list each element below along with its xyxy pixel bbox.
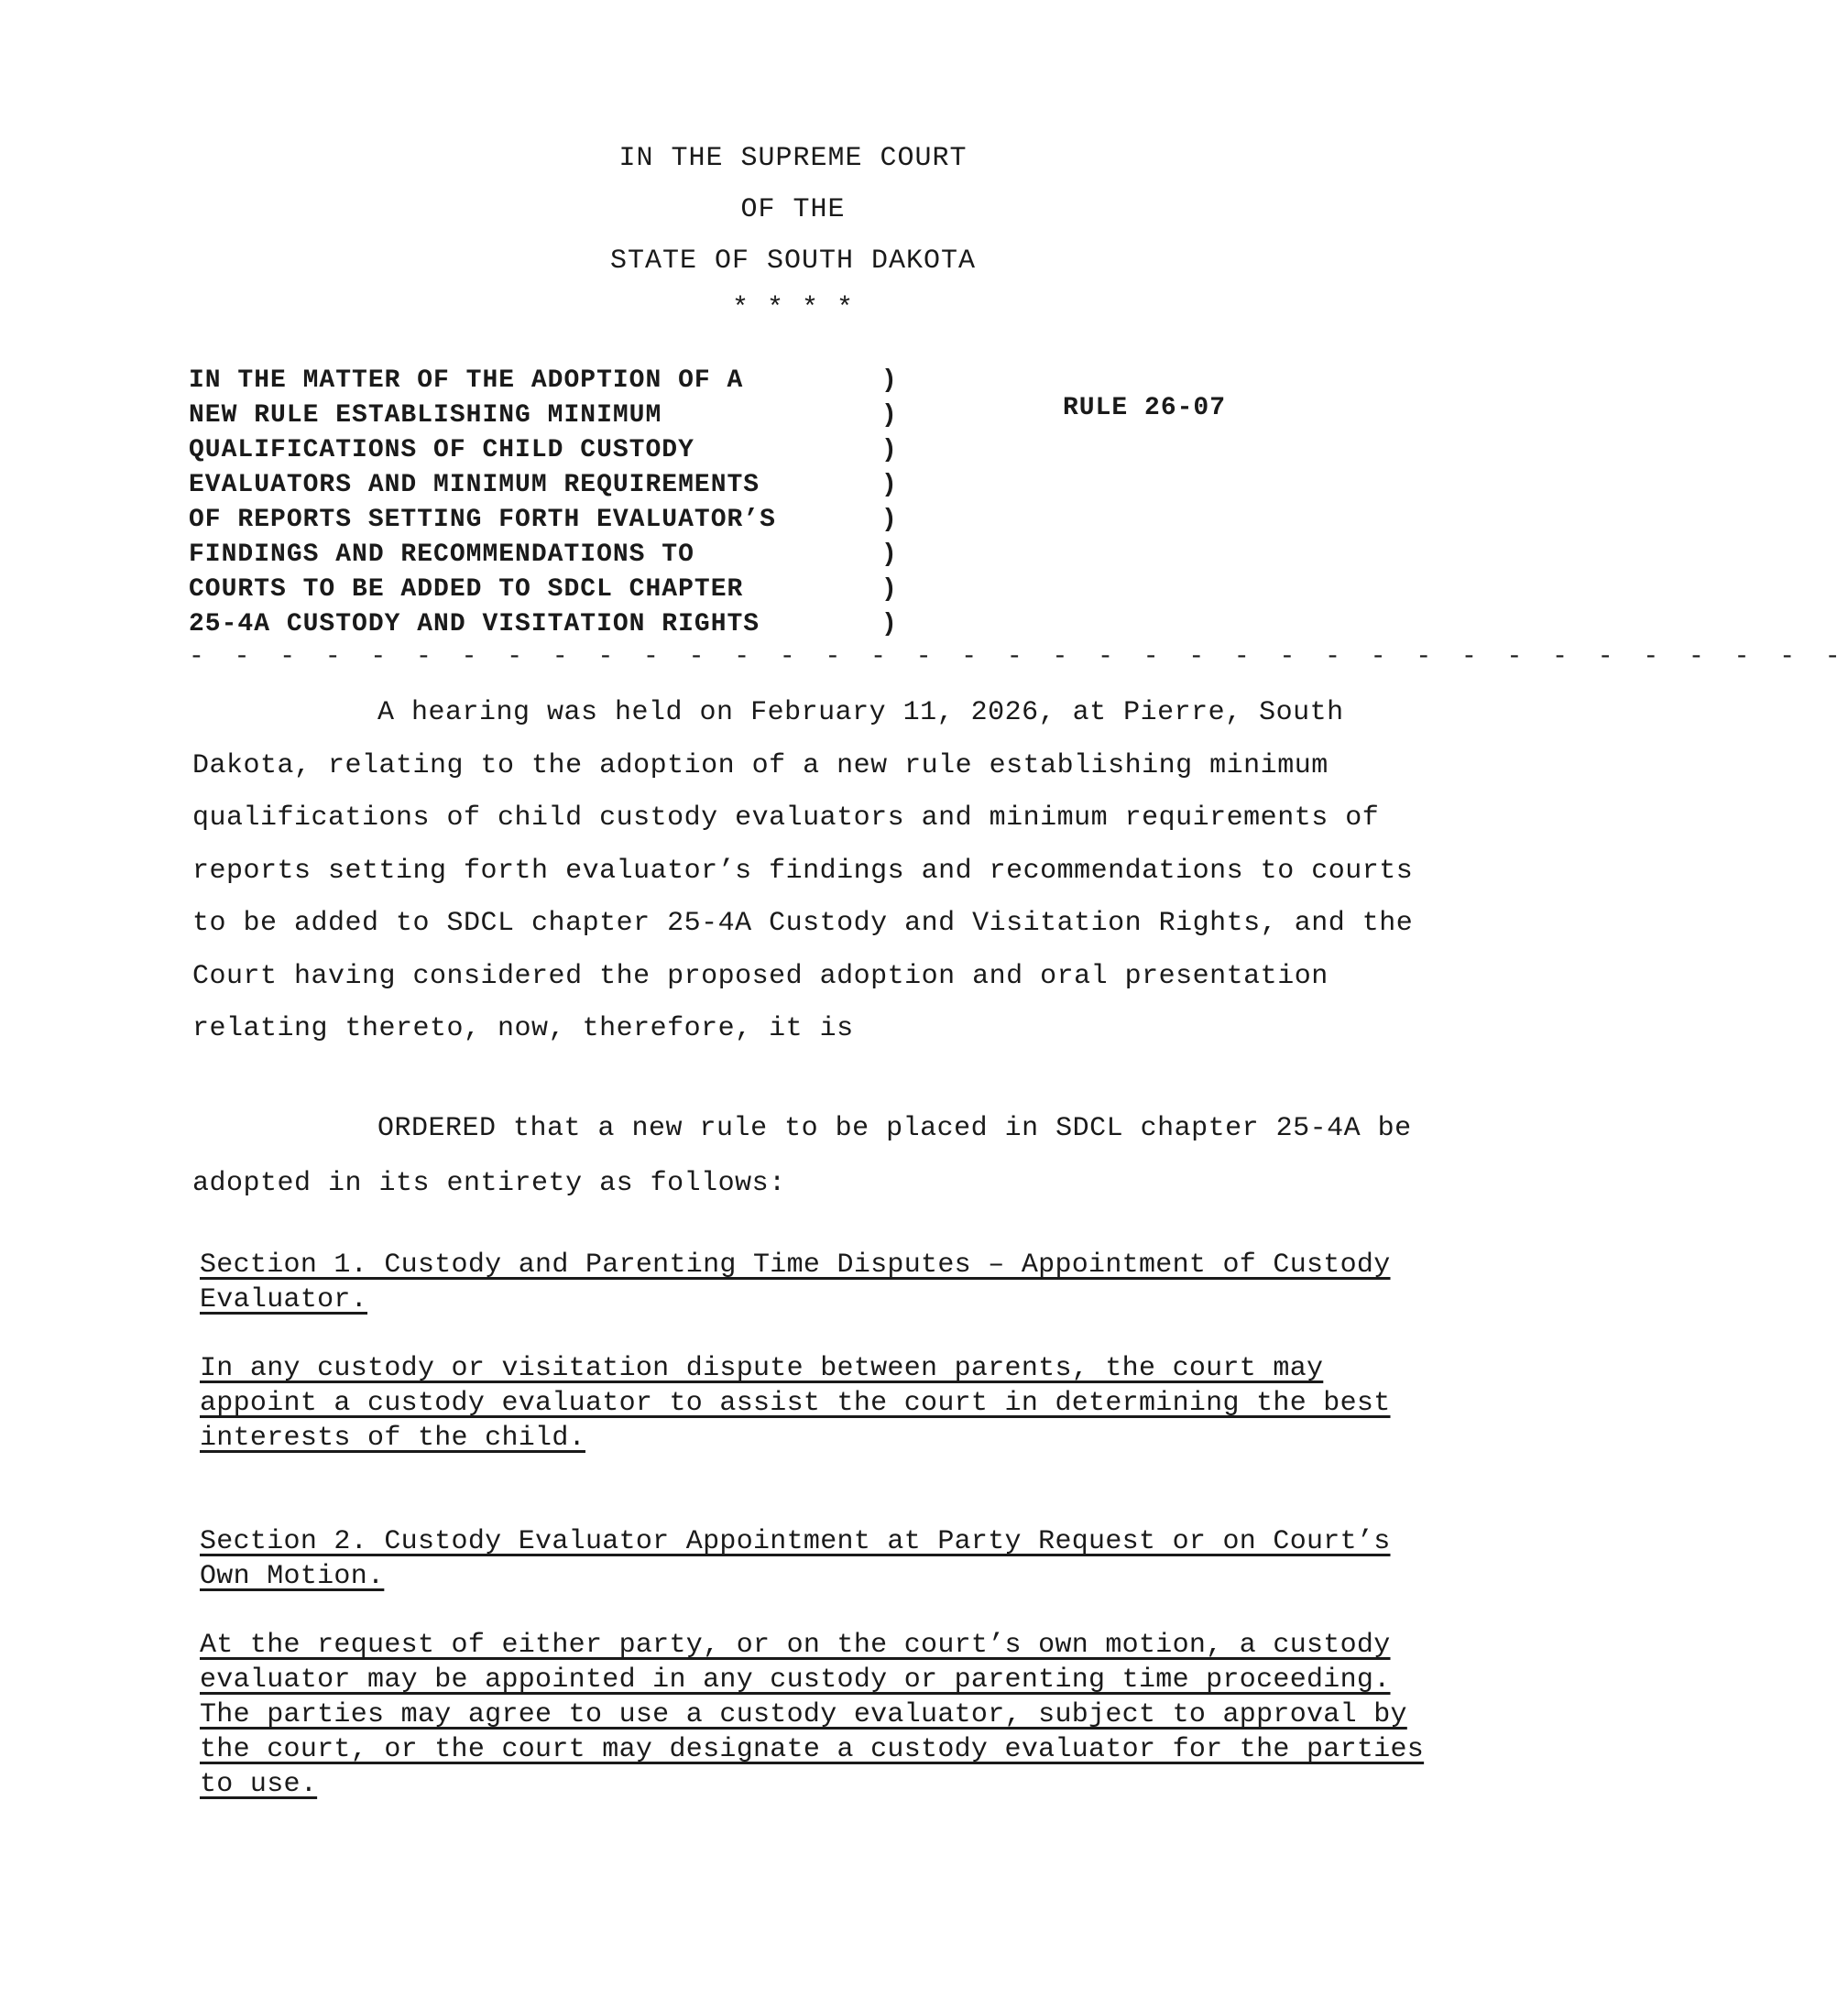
paren: ): [881, 366, 897, 395]
ordered-paragraph: ORDERED that a new rule to be placed in SDCL chapter 25-4A be adopted in its entirety as follows:: [192, 1113, 1412, 1199]
section-heading-text: Section 2. Custody Evaluator Appointment at Party Request or on Court’s Own Motion.: [200, 1526, 1391, 1592]
caption-line: QUALIFICATIONS OF CHILD CUSTODY: [189, 436, 694, 464]
caption-line: COURTS TO BE ADDED TO SDCL CHAPTER: [189, 575, 744, 604]
order-body: [192, 687, 1438, 1056]
paren: ): [881, 506, 897, 534]
section-1-text: [200, 1351, 1446, 1456]
section-body-text: In any custody or visitation dispute between parents, the court may appoint a custody evaluator to assist the court in determining the best interests of the child.: [200, 1353, 1391, 1454]
paren: ): [881, 471, 897, 499]
hearing-paragraph: A hearing was held on February 11, 2026, at Pierre, South Dakota, relating to the adoption of a new rule establishing minimum qualifications of child custody evaluators and minimum requirements of reports setting forth evaluator’s findings and recommendations to courts to be added to SDCL chapter 25-4A Custody and Visitation Rights, and the Court having considered the proposed adoption and oral presentation relating thereto, now, therefore, it is: [192, 697, 1414, 1044]
paren: ): [881, 610, 897, 638]
section-body-text: At the request of either party, or on the court’s own motion, a custody evaluator may be appointed in any custody or parenting time proceeding. The parties may agree to use a custody evaluator, subject to approval by the court, or the court may designate a custody evaluator for the parties to use.: [200, 1630, 1425, 1800]
court-name-line3: STATE OF SOUTH DAKOTA: [609, 246, 977, 277]
paren: ): [881, 575, 897, 604]
court-name-line1: IN THE SUPREME COURT: [618, 143, 968, 174]
caption-line: OF REPORTS SETTING FORTH EVALUATOR’S: [189, 506, 776, 534]
court-name-line2: OF THE: [740, 194, 846, 225]
paren: ): [881, 401, 897, 430]
court-header: [0, 133, 1554, 331]
caption-line: EVALUATORS AND MINIMUM REQUIREMENTS: [189, 471, 760, 499]
paren: ): [881, 436, 897, 464]
section-2-heading: [200, 1524, 1446, 1594]
section-2-text: [200, 1628, 1446, 1802]
section-heading-text: Section 1. Custody and Parenting Time Disputes – Appointment of Custody Evaluator.: [200, 1250, 1391, 1315]
paren: ): [881, 540, 897, 569]
caption-line: NEW RULE ESTABLISHING MINIMUM: [189, 401, 662, 430]
caption-line: IN THE MATTER OF THE ADOPTION OF A: [189, 366, 744, 395]
caption-parentheses: [881, 364, 897, 642]
header-stars: * * * *: [731, 293, 855, 324]
rule-number: RULE 26-07: [1063, 394, 1227, 422]
case-caption: [189, 364, 776, 642]
caption-line: FINDINGS AND RECOMMENDATIONS TO: [189, 540, 694, 569]
caption-line: 25-4A CUSTODY AND VISITATION RIGHTS: [189, 610, 760, 638]
section-1-heading: [200, 1248, 1446, 1317]
caption-separator: - - - - - - - - - - - - - - - - - - - - - - - - - - - - - - - - - - - - -: [189, 643, 1848, 671]
